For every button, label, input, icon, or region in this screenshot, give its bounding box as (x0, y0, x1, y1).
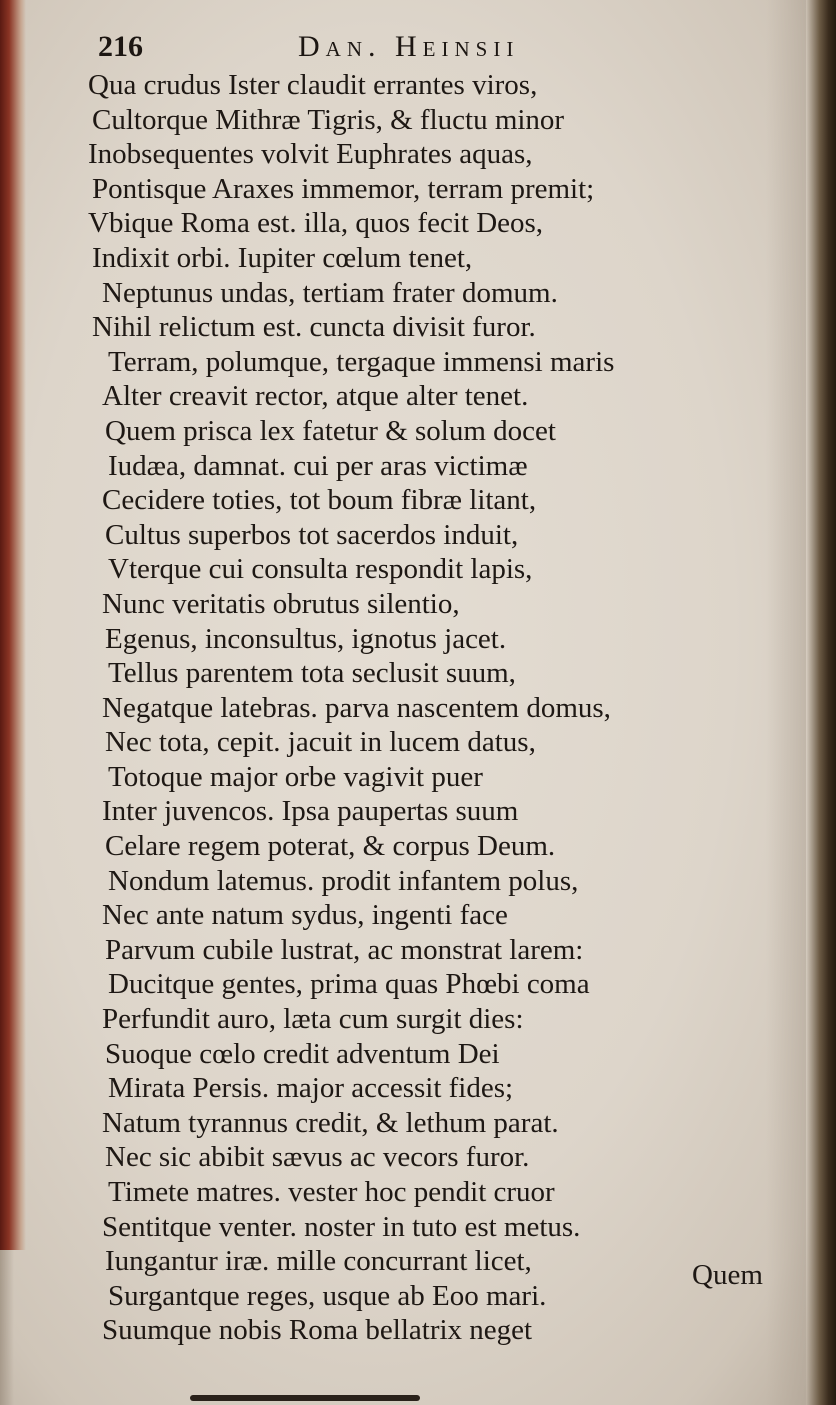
verse-line: Cultus superbos tot sacerdos induit, (105, 518, 519, 551)
verse-line: Timete matres. vester hoc pendit cruor (108, 1176, 555, 1208)
verse-list (88, 68, 728, 1348)
verse-line: Iungantur iræ. mille concurrant licet, (105, 1245, 532, 1278)
verse-line: Inter juvencos. Ipsa paupertas suum (102, 795, 519, 828)
page-right-edge (806, 0, 836, 1405)
verse-line: Natum tyrannus credit, & lethum parat. (102, 1106, 559, 1139)
verse-line: Qua crudus Ister claudit errantes viros, (88, 69, 538, 101)
verse-line: Pontisque Araxes immemor, terram premit; (92, 172, 595, 205)
verse-line: Neptunus undas, tertiam frater domum. (102, 276, 558, 309)
verse-line: Egenus, inconsultus, ignotus jacet. (105, 622, 507, 655)
catchword: Quem (692, 1259, 763, 1291)
verse-line: Nihil relictum est. cuncta divisit furor. (92, 311, 536, 344)
verse-line: Suoque cœlo credit adventum Dei (105, 1037, 500, 1070)
page-gutter-shadow (766, 0, 806, 1405)
page-header (98, 30, 658, 70)
verse-line: Quem prisca lex fatetur & solum docet (105, 414, 556, 447)
verse-line: Nunc veritatis obrutus silentio, (102, 587, 460, 620)
verse-line: Inobsequentes volvit Euphrates aquas, (88, 138, 533, 171)
page-number: 216 (98, 30, 143, 63)
verse-line: Nec tota, cepit. jacuit in lucem datus, (105, 726, 536, 759)
verse-line: Surgantque reges, usque ab Eoo mari. (108, 1279, 547, 1312)
verse-line: Sentitque venter. noster in tuto est metus. (102, 1210, 581, 1243)
verse-line: Celare regem poterat, & corpus Deum. (105, 830, 556, 863)
verse-line: Perfundit auro, læta cum surgit dies: (102, 1003, 524, 1036)
verse-line: Negatque latebras. parva nascentem domus, (102, 691, 611, 724)
verse-line: Nec sic abibit sævus ac vecors furor. (105, 1141, 530, 1174)
verse-line: Vterque cui consulta respondit lapis, (108, 553, 533, 586)
verse-line: Parvum cubile lustrat, ac monstrat larem: (105, 933, 584, 966)
verse-line: Tellus parentem tota seclusit suum, (108, 657, 516, 690)
running-head: Dan. Heinsii (298, 30, 520, 63)
verse-line: Mirata Persis. major accessit fides; (108, 1072, 514, 1105)
verse-line: Suumque nobis Roma bellatrix neget (102, 1314, 533, 1347)
page-left-edge-lower (0, 1250, 14, 1405)
bottom-rule (190, 1395, 420, 1401)
verse-line: Terram, polumque, tergaque immensi maris (108, 345, 615, 378)
verse-line: Indixit orbi. Iupiter cœlum tenet, (92, 241, 473, 274)
verse-line: Nondum latemus. prodit infantem polus, (108, 864, 579, 897)
verse-line: Vbique Roma est. illa, quos fecit Deos, (88, 207, 544, 240)
verse-line: Totoque major orbe vagivit puer (108, 760, 483, 793)
verse-line: Cecidere toties, tot boum fibræ litant, (102, 484, 537, 517)
verse-line: Nec ante natum sydus, ingenti face (102, 899, 508, 932)
verse-line: Cultorque Mithræ Tigris, & fluctu minor (92, 103, 565, 136)
verse-line: Iudæa, damnat. cui per aras victimæ (108, 449, 528, 482)
verse-line: Alter creavit rector, atque alter tenet. (102, 380, 529, 413)
verse-line: Ducitque gentes, prima quas Phœbi coma (108, 968, 590, 1001)
page-left-edge (0, 0, 26, 1250)
